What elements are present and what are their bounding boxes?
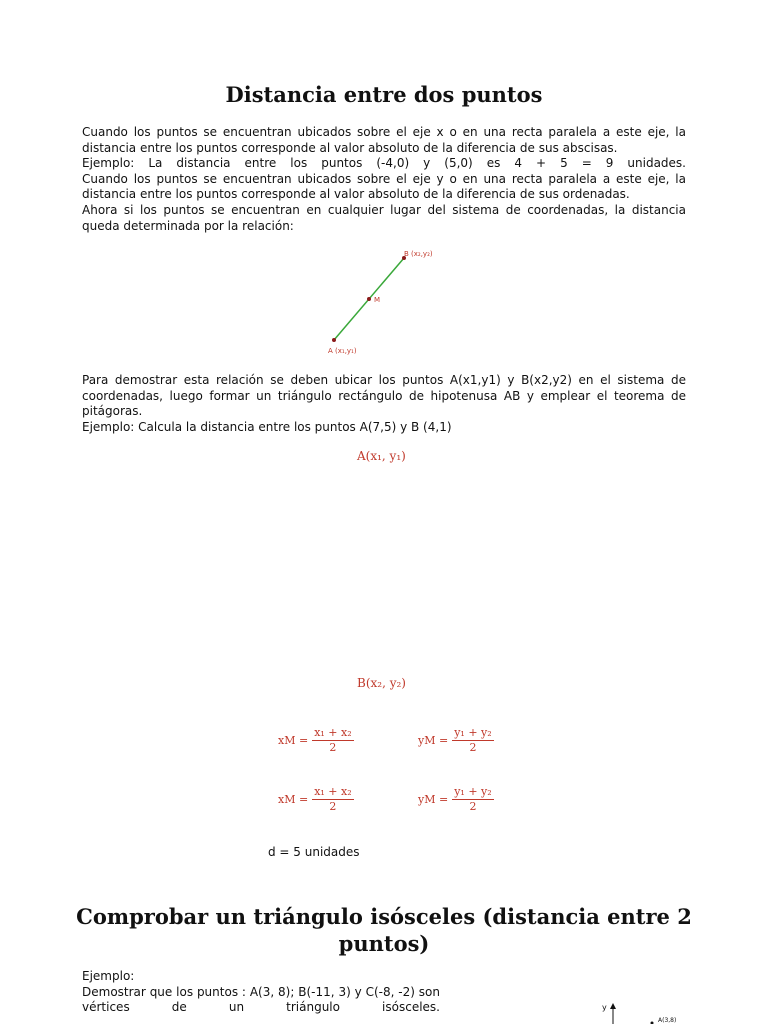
formula-ym-denominator: 2: [469, 741, 477, 754]
label-a: A (x₁,y₁): [328, 347, 357, 355]
formula-ym-numerator: y₁ + y₂: [454, 785, 492, 798]
formula-xm-denominator: 2: [329, 800, 337, 813]
midpoint-marker: [367, 297, 371, 301]
formula-ym-fraction: [452, 726, 493, 755]
segment-figure: [320, 243, 460, 358]
formula-ym-fraction: [452, 785, 493, 814]
formula-xm-fraction: [312, 785, 353, 814]
point-b-label: B(x₂, y₂): [357, 676, 406, 690]
section-title-isosceles: Comprobar un triángulo isósceles (distancia entre 2 puntos): [76, 904, 692, 956]
paragraph-y-axis: Cuando los puntos se encuentran ubicados sobre el eje y o en una recta paralela a este eje, la distancia entre los puntos corresponde al valor absoluto de la diferencia de sus ordenadas.: [82, 171, 686, 202]
paragraph-example-2: Ejemplo: Calcula la distancia entre los puntos A(7,5) y B (4,1): [82, 419, 452, 434]
formula-ym-lhs: yM =: [418, 734, 449, 747]
formula-xm-1: [278, 726, 354, 755]
paragraph-example-label: Ejemplo:: [82, 969, 135, 983]
formula-xm-2: [278, 785, 354, 814]
formula-ym-2: [418, 785, 494, 814]
point-a-label: A(x₁, y₁): [357, 449, 406, 463]
formula-ym-lhs: yM =: [418, 793, 449, 806]
formula-xm-lhs: xM =: [278, 793, 309, 806]
label-m: M: [374, 296, 381, 304]
axis-y-label: y: [602, 1003, 607, 1012]
intro-paragraph: [82, 125, 686, 234]
formula-ym-numerator: y₁ + y₂: [454, 726, 492, 739]
formula-xm-lhs: xM =: [278, 734, 309, 747]
label-b: B (x₂,y₂): [404, 250, 433, 258]
formula-ym-1: [418, 726, 494, 755]
result-text: d = 5 unidades: [268, 845, 360, 859]
paragraph-isosceles: Demostrar que los puntos : A(3, 8); B(-11, 3) y C(-8, -2) son vértices de un triángulo isósceles.: [82, 984, 440, 1015]
paragraph-x-axis: Cuando los puntos se encuentran ubicados sobre el eje x o en una recta paralela a este eje, la distancia entre los puntos corresponde al valor absoluto de la diferencia de sus abscisas.: [82, 125, 686, 155]
point-a-marker: [332, 338, 336, 342]
paragraph-demonstration: Para demostrar esta relación se deben ubicar los puntos A(x1,y1) y B(x2,y2) en el sistema de coordenadas, luego formar un triángulo rectángulo de hipotenusa AB y emplear el teorema de pitágoras.: [82, 373, 686, 419]
demonstration-paragraph: [82, 373, 686, 435]
example-paragraph: Ejemplo: La distancia entre los puntos (-4,0) y (5,0) es 4 + 5 = 9 unidades.: [82, 156, 686, 171]
isosceles-paragraph: [82, 969, 440, 1016]
paragraph-general: Ahora si los puntos se encuentran en cualquier lugar del sistema de coordenadas, la distancia queda determinada por la relación:: [82, 202, 686, 233]
y-axis-arrow-icon: [610, 1003, 616, 1009]
formula-xm-numerator: x₁ + x₂: [314, 726, 352, 739]
formula-xm-numerator: x₁ + x₂: [314, 785, 352, 798]
formula-xm-fraction: [312, 726, 353, 755]
formula-xm-denominator: 2: [329, 741, 337, 754]
isosceles-axis-figure: [600, 1000, 690, 1024]
formula-ym-denominator: 2: [469, 800, 477, 813]
section-title-distance: Distancia entre dos puntos: [225, 82, 543, 107]
axis-point-label: A(3,8): [658, 1017, 677, 1024]
